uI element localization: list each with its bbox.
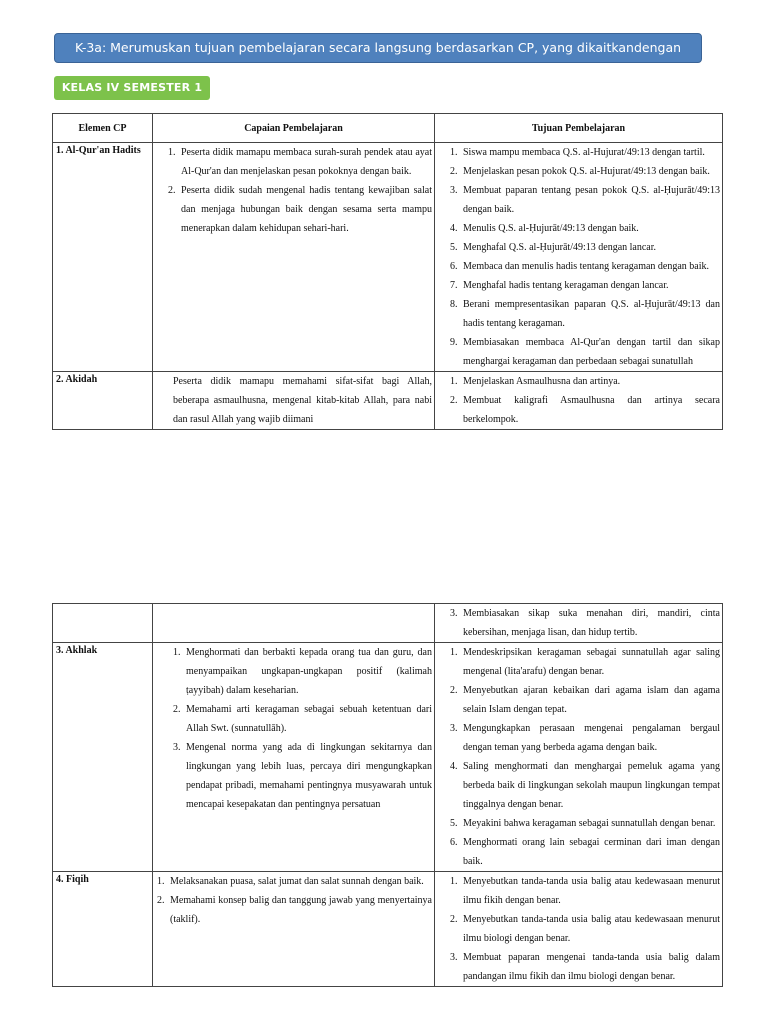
list-item: 1. Menjelaskan Asmaulhusna dan artinya.	[460, 372, 720, 391]
capaian-cell	[153, 372, 435, 430]
tujuan-cell	[435, 643, 723, 872]
elemen-cell: 4. Fiqih	[53, 872, 153, 987]
list-item: 5. Meyakini bahwa keragaman sebagai sunnatullah dengan benar.	[460, 814, 720, 833]
list-item: 2. Memahami konsep balig dan tanggung jawab yang menyertainya (taklif).	[167, 891, 432, 929]
table-header-row	[53, 114, 723, 143]
list-item: 7. Menghafal hadis tentang keragaman dengan lancar.	[460, 276, 720, 295]
capaian-cell	[153, 143, 435, 372]
capaian-cell	[153, 643, 435, 872]
list-item: 1. Mendeskripsikan keragaman sebagai sunnatullah agar saling mengenal (lita'arafu) dengan benar.	[460, 643, 720, 681]
list-item: 2. Membuat kaligrafi Asmaulhusna dan artinya secara berkelompok.	[460, 391, 720, 429]
list-item: 3. Mengungkapkan perasaan mengenai pengalaman bergaul dengan teman yang berbeda agama dengan baik.	[460, 719, 720, 757]
tujuan-list	[435, 872, 722, 986]
list-item: 2. Menyebutkan ajaran kebaikan dari agama islam dan agama selain Islam dengan tepat.	[460, 681, 720, 719]
list-item: 3. Mengenal norma yang ada di lingkungan sekitarnya dan lingkungan yang lebih luas, percaya diri mengungkapkan pendapat pribadi, memahami pentingnya musyawarah untuk mencapai kesepakatan dan pentingnya persatuan	[183, 738, 432, 814]
elemen-cell: 1. Al-Qur'an Hadits	[53, 143, 153, 372]
tujuan-list	[435, 604, 722, 642]
tujuan-cell	[435, 143, 723, 372]
tujuan-cell	[435, 604, 723, 643]
list-item: 2. Menyebutkan tanda-tanda usia balig atau kedewasaan menurut ilmu biologi dengan benar.	[460, 910, 720, 948]
tujuan-list	[435, 372, 722, 429]
tujuan-list	[435, 143, 722, 371]
list-item: 9. Membiasakan membaca Al-Qur'an dengan tartil dan sikap menghargai keragaman dan perbedaan sebagai sunatullah	[460, 333, 720, 371]
list-item: 2. Memahami arti keragaman sebagai sebuah ketentuan dari Allah Swt. (sunnatullāh).	[183, 700, 432, 738]
list-item: 1. Menghormati dan berbakti kepada orang tua dan guru, dan menyampaikan ungkapan-ungkapan positif (kalimah ṭayyibah) dalam keseharian.	[183, 643, 432, 700]
list-item: 8. Berani mempresentasikan paparan Q.S. al-Ḥujurāt/49:13 dan hadis tentang keragaman.	[460, 295, 720, 333]
list-item: 3. Membiasakan sikap suka menahan diri, mandiri, cinta kebersihan, menjaga lisan, dan hidup tertib.	[460, 604, 720, 642]
table-row	[53, 372, 723, 430]
cp-table-part-1	[52, 113, 723, 430]
tujuan-cell	[435, 372, 723, 430]
class-semester-badge: KELAS IV SEMESTER 1	[54, 76, 210, 100]
tujuan-list	[435, 643, 722, 871]
list-item: 2. Peserta didik sudah mengenal hadis tentang kewajiban salat dan menjaga hubungan baik dengan sesama serta mampu menerapkan dalam kehidupan sehari-hari.	[178, 181, 432, 238]
capaian-text: Peserta didik mamapu memahami sifat-sifat bagi Allah, beberapa asmaulhusna, mengenal kitab-kitab Allah, para nabi dan rasul Allah yang wajib diimani	[173, 376, 432, 425]
elemen-cell	[53, 604, 153, 643]
list-item: 3. Membuat paparan mengenai tanda-tanda usia balig dalam pandangan ilmu fikih dan ilmu biologi dengan benar.	[460, 948, 720, 986]
header-capaian: Capaian Pembelajaran	[153, 114, 435, 143]
tujuan-cell	[435, 872, 723, 987]
list-item: 2. Menjelaskan pesan pokok Q.S. al-Hujurat/49:13 dengan baik.	[460, 162, 720, 181]
list-item: 6. Membaca dan menulis hadis tentang keragaman dengan baik.	[460, 257, 720, 276]
list-item: 1. Siswa mampu membaca Q.S. al-Hujurat/49:13 dengan tartil.	[460, 143, 720, 162]
cp-table-part-2	[52, 603, 723, 987]
list-item: 1. Peserta didik mamapu membaca surah-surah pendek atau ayat Al-Qur'an dan menjelaskan pesan pokoknya dengan baik.	[178, 143, 432, 181]
table-row	[53, 872, 723, 987]
capaian-list	[153, 143, 434, 238]
page-title-banner: K-3a: Merumuskan tujuan pembelajaran secara langsung berdasarkan CP, yang dikaitkandengan	[54, 33, 702, 63]
list-item: 4. Menulis Q.S. al-Ḥujurāt/49:13 dengan baik.	[460, 219, 720, 238]
elemen-cell: 3. Akhlak	[53, 643, 153, 872]
list-item: 1. Melaksanakan puasa, salat jumat dan salat sunnah dengan baik.	[167, 872, 432, 891]
list-item: 5. Menghafal Q.S. al-Ḥujurāt/49:13 dengan lancar.	[460, 238, 720, 257]
capaian-list	[153, 643, 434, 814]
capaian-cell	[153, 872, 435, 987]
header-tujuan: Tujuan Pembelajaran	[435, 114, 723, 143]
list-item: 6. Menghormati orang lain sebagai cerminan dari iman dengan baik.	[460, 833, 720, 871]
list-item: 4. Saling menghormati dan menghargai pemeluk agama yang berbeda baik di lingkungan sekolah maupun lingkungan tempat tinggalnya dengan benar.	[460, 757, 720, 814]
table-row	[53, 604, 723, 643]
elemen-cell: 2. Akidah	[53, 372, 153, 430]
capaian-cell	[153, 604, 435, 643]
table-row	[53, 643, 723, 872]
table-row	[53, 143, 723, 372]
list-item: 3. Membuat paparan tentang pesan pokok Q.S. al-Ḥujurāt/49:13 dengan baik.	[460, 181, 720, 219]
capaian-list	[153, 872, 434, 929]
list-item: 1. Menyebutkan tanda-tanda usia balig atau kedewasaan menurut ilmu fikih dengan benar.	[460, 872, 720, 910]
header-elemen-cp: Elemen CP	[53, 114, 153, 143]
